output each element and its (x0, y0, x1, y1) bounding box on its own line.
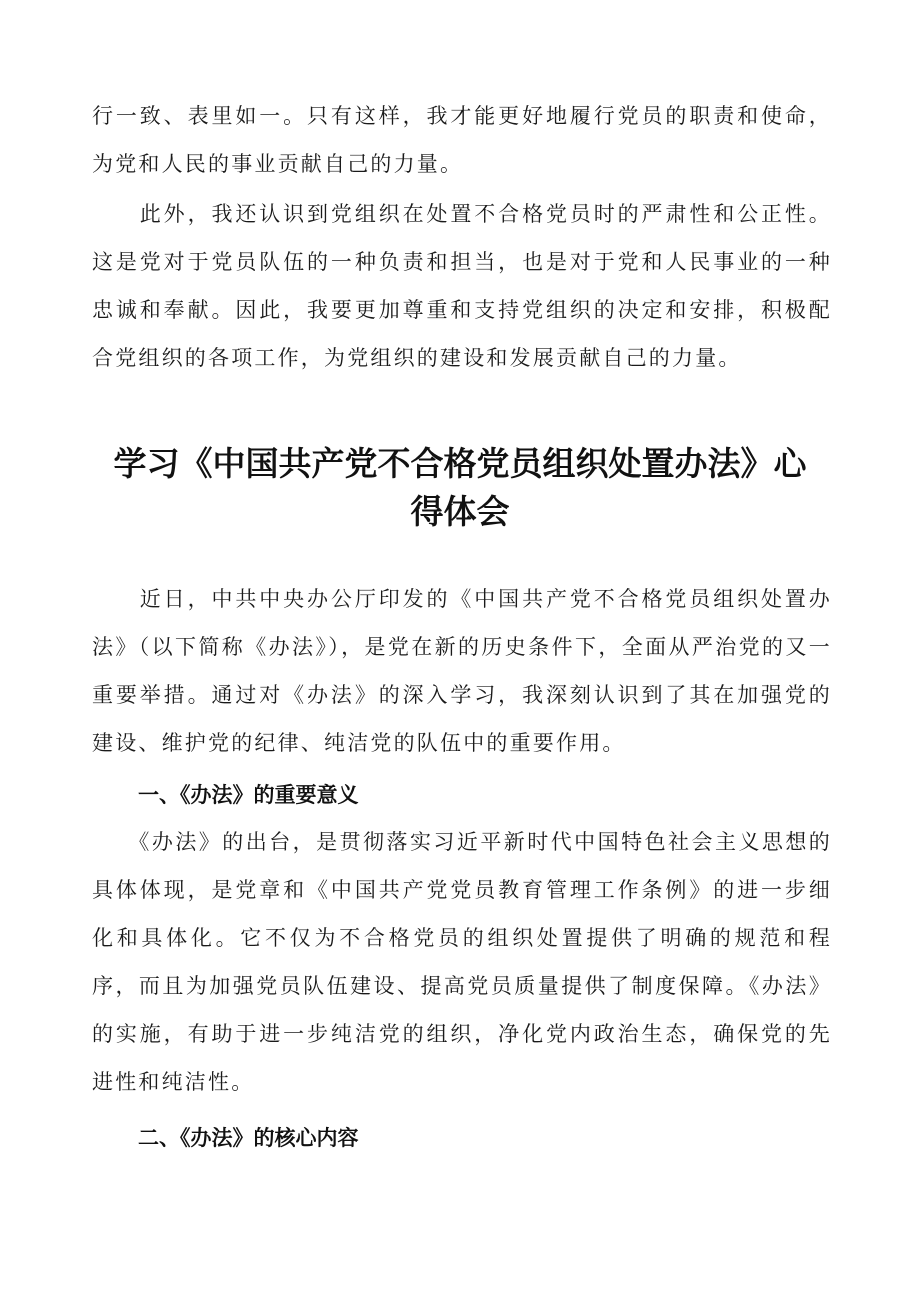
article-title: 学习《中国共产党不合格党员组织处置办法》心得体会 (113, 444, 807, 531)
section-1-heading: 一、《办法》的重要意义 (138, 783, 359, 807)
continuation-paragraph: 行一致、表里如一。只有这样，我才能更好地履行党员的职责和使命，为党和人民的事业贡献自己的力量。 (92, 104, 832, 176)
section-2-heading: 二、《办法》的核心内容 (138, 1126, 359, 1150)
intro-paragraph: 近日，中共中央办公厅印发的《中国共产党不合格党员组织处置办法》（以下简称《办法》），是党在新的历史条件下，全面从严治党的又一重要举措。通过对《办法》的深入学习，我深刻认识到了其在加强党的建设、维护党的纪律、纯洁党的队伍中的重要作用。 (92, 587, 832, 755)
paragraph-closing-remarks: 此外，我还认识到党组织在处置不合格党员时的严肃性和公正性。这是党对于党员队伍的一种负责和担当，也是对于党和人民事业的一种忠诚和奉献。因此，我要更加尊重和支持党组织的决定和安排，积极配合党组织的各项工作，为党组织的建设和发展贡献自己的力量。 (92, 202, 832, 370)
section-1-paragraph: 《办法》的出台，是贯彻落实习近平新时代中国特色社会主义思想的具体体现，是党章和《中国共产党党员教育管理工作条例》的进一步细化和具体化。它不仅为不合格党员的组织处置提供了明确的规范和程序，而且为加强党员队伍建设、提高党员质量提供了制度保障。《办法》的实施，有助于进一步纯洁党的组织，净化党内政治生态，确保党的先进性和纯洁性。 (92, 830, 832, 1094)
